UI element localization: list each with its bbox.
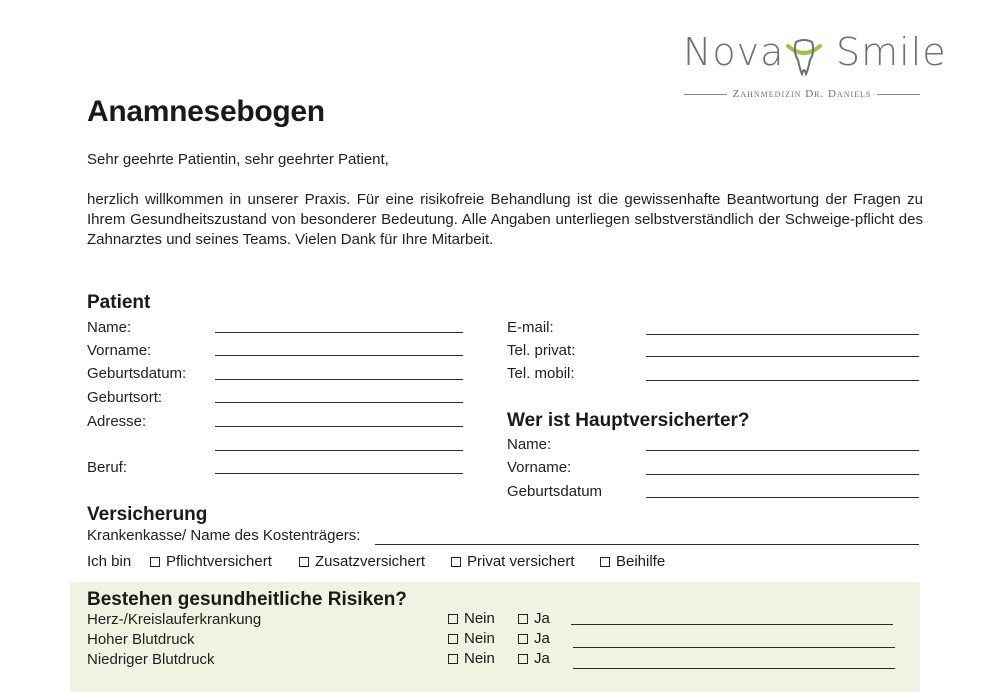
tel-privat-field[interactable] <box>646 356 919 357</box>
risk-item-label: Hoher Blutdruck <box>87 631 195 648</box>
label-provider: Krankenkasse/ Name des Kostenträgers: <box>87 527 361 544</box>
insured-vorname-field[interactable] <box>646 474 919 475</box>
label-geburtsdatum: Geburtsdatum: <box>87 365 187 382</box>
checkbox[interactable] <box>518 654 528 664</box>
beruf-field[interactable] <box>215 473 463 474</box>
label-tel-privat: Tel. privat: <box>507 342 576 359</box>
greeting: Sehr geehrte Patientin, sehr geehrter Patient, <box>87 151 389 168</box>
risk-details-field[interactable] <box>573 647 895 648</box>
option-label: Nein <box>464 630 495 647</box>
label-geburtsort: Geburtsort: <box>87 389 163 406</box>
risk-no-option[interactable] <box>448 630 495 647</box>
risk-yes-option[interactable] <box>518 650 550 667</box>
option-label: Nein <box>464 650 495 667</box>
risk-yes-option[interactable] <box>518 610 550 627</box>
label-ich-bin: Ich bin <box>87 553 132 570</box>
insured-geburtsdatum-field[interactable] <box>646 497 919 498</box>
risks-heading: Bestehen gesundheitliche Risiken? <box>87 589 407 610</box>
patient-heading: Patient <box>87 292 151 313</box>
checkbox[interactable] <box>299 557 309 567</box>
checkbox[interactable] <box>451 557 461 567</box>
option-privat-versichert[interactable] <box>451 553 575 570</box>
checkbox[interactable] <box>448 634 458 644</box>
label-name: Name: <box>87 319 132 336</box>
label-email: E-mail: <box>507 319 554 336</box>
provider-field[interactable] <box>375 544 919 545</box>
risk-no-option[interactable] <box>448 610 495 627</box>
label-beruf: Beruf: <box>87 459 128 476</box>
option-label: Ja <box>534 650 550 667</box>
email-field[interactable] <box>646 334 919 335</box>
option-label: Ja <box>534 610 550 627</box>
option-label: Privat versichert <box>467 553 575 570</box>
label-insured-vorname: Vorname: <box>507 459 572 476</box>
vorname-field[interactable] <box>215 355 463 356</box>
checkbox[interactable] <box>448 614 458 624</box>
option-label: Nein <box>464 610 495 627</box>
label-tel-mobil: Tel. mobil: <box>507 365 575 382</box>
risk-yes-option[interactable] <box>518 630 550 647</box>
logo-subtitle <box>684 88 920 100</box>
tel-mobil-field[interactable] <box>646 380 919 381</box>
geburtsdatum-field[interactable] <box>215 379 463 380</box>
insurance-heading: Versicherung <box>87 504 208 525</box>
risk-item-label: Herz-/Kreislauferkrankung <box>87 611 262 628</box>
option-zusatzversichert[interactable] <box>299 553 425 570</box>
option-label: Beihilfe <box>616 553 666 570</box>
insured-name-field[interactable] <box>646 450 919 451</box>
risk-no-option[interactable] <box>448 650 495 667</box>
option-label: Zusatzversichert <box>315 553 426 570</box>
option-label: Pflichtversichert <box>166 553 272 570</box>
risk-details-field[interactable] <box>573 668 895 669</box>
label-insured-geburtsdatum: Geburtsdatum <box>507 483 603 500</box>
logo-text-smile: Smile <box>836 30 947 74</box>
label-insured-name: Name: <box>507 436 552 453</box>
geburtsort-field[interactable] <box>215 402 463 403</box>
option-pflichtversichert[interactable] <box>150 553 272 570</box>
adresse-field-2[interactable] <box>215 450 463 451</box>
tooth-smile-icon <box>780 34 828 78</box>
page-title: Anamnesebogen <box>87 95 325 128</box>
name-field[interactable] <box>215 332 463 333</box>
intro-text: herzlich willkommen in unserer Praxis. Für eine risikofreie Behandlung ist die gewissenhafte Beantwortung der Fragen zu Ihrem Gesundheitszustand von besonderer Bedeutung. Alle Angaben unterliegen selbstverständlich der Schweige-pflicht des Zahnarztes und seines Teams. Vielen Dank für Ihre Mitarbeit. <box>87 191 923 248</box>
label-adresse: Adresse: <box>87 413 147 430</box>
option-beihilfe[interactable] <box>600 553 665 570</box>
logo-text-nova: Nova <box>683 30 785 74</box>
risk-details-field[interactable] <box>571 624 893 625</box>
option-label: Ja <box>534 630 550 647</box>
checkbox[interactable] <box>150 557 160 567</box>
label-vorname: Vorname: <box>87 342 152 359</box>
checkbox[interactable] <box>600 557 610 567</box>
logo-subtitle-text: Zahnmedizin Dr. Daniels <box>732 88 872 100</box>
risk-item-label: Niedriger Blutdruck <box>87 651 215 668</box>
adresse-field-1[interactable] <box>215 426 463 427</box>
insured-heading: Wer ist Hauptversicherter? <box>507 410 750 431</box>
checkbox[interactable] <box>448 654 458 664</box>
checkbox[interactable] <box>518 634 528 644</box>
checkbox[interactable] <box>518 614 528 624</box>
